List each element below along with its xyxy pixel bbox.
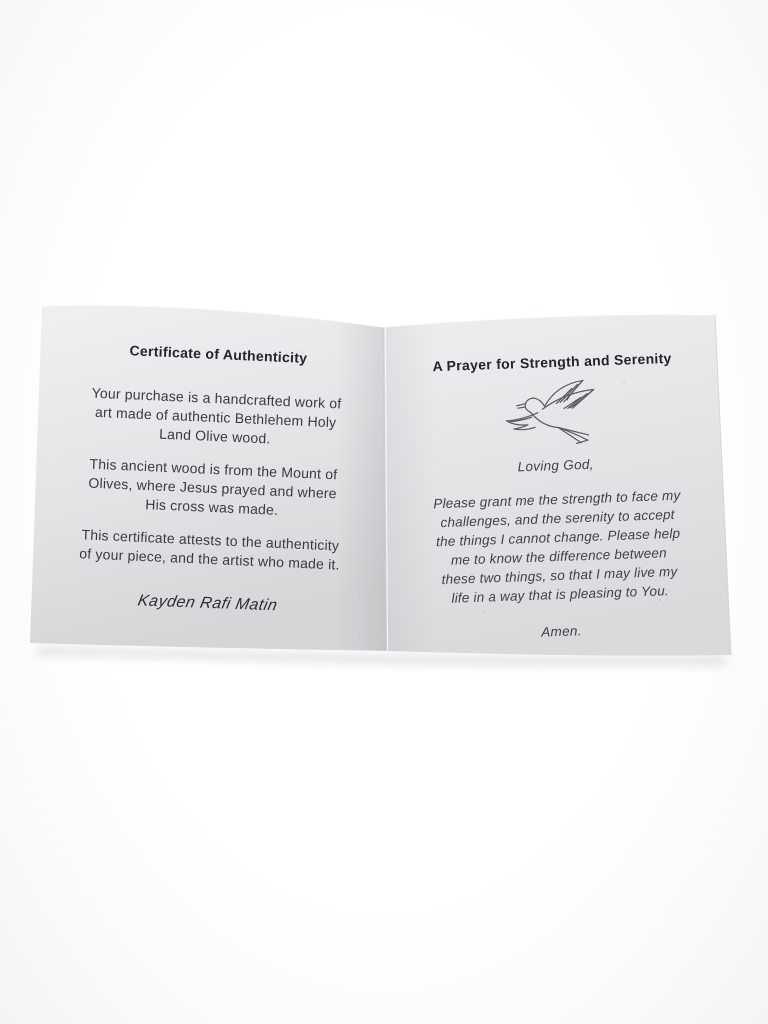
amen-text: Amen.: [540, 623, 582, 640]
prayer-panel: [399, 349, 715, 658]
artist-signature: Kayden Rafi Matin: [136, 592, 279, 615]
prayer-title: A Prayer for Strength and Serenity: [432, 349, 672, 375]
certificate-paragraph-1: Your purchase is a handcrafted work of art made of authentic Bethlehem Holy Land Olive wood.: [91, 384, 342, 447]
certificate-panel: [50, 339, 375, 619]
prayer-salutation: Loving God,: [517, 456, 594, 475]
certificate-paragraph-2: This ancient wood is from the Mount of Olives, where Jesus prayed and where His cross was made.: [88, 455, 338, 518]
certificate-title: Certificate of Authenticity: [129, 342, 308, 366]
dove-icon: [500, 378, 608, 448]
prayer-text: Please grant me the strength to face my challenges, and the serenity to accept the things I cannot change. Please help me to know the difference between these two things, so that I may live my life in a way that is pleasing to You.: [433, 487, 681, 606]
certificate-paragraph-3: This certificate attests to the authenticity of your piece, and the artist who made it.: [79, 526, 341, 573]
